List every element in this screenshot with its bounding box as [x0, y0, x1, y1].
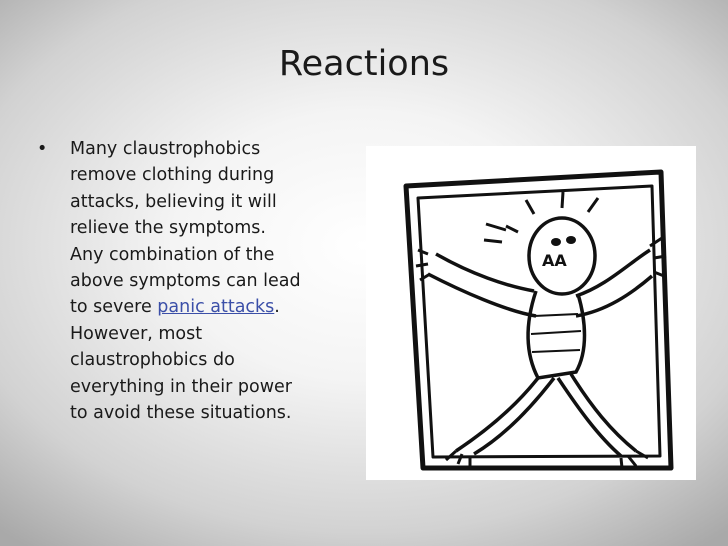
bullet-line: relieve the symptoms.: [70, 218, 266, 239]
bullet-line: [70, 294, 367, 320]
bullet-line: Any combination of the: [70, 244, 275, 265]
slide-title: Reactions: [278, 44, 450, 84]
bullet-line: to avoid these situations.: [70, 403, 292, 424]
trapped-person-in-box-icon: [366, 146, 696, 480]
bullet-list-item: [37, 136, 367, 426]
bullet-line: However, most: [70, 323, 203, 344]
illustration-image: [366, 146, 696, 480]
panic-attacks-link[interactable]: panic attacks: [157, 297, 275, 318]
line-text: .: [274, 297, 280, 318]
bullet-line: attacks, believing it will: [70, 191, 277, 212]
line-text: to severe: [70, 297, 158, 318]
bullet-dot-icon: •: [37, 139, 48, 159]
mouth-text: AA: [542, 251, 567, 270]
bullet-line: above symptoms can lead: [70, 271, 301, 292]
bullet-line: remove clothing during: [70, 165, 275, 186]
bullet-line: claustrophobics do: [70, 350, 235, 371]
bullet-line: Many claustrophobics: [70, 139, 261, 159]
bullet-line: everything in their power: [70, 376, 292, 397]
bullet-text: [70, 136, 367, 426]
